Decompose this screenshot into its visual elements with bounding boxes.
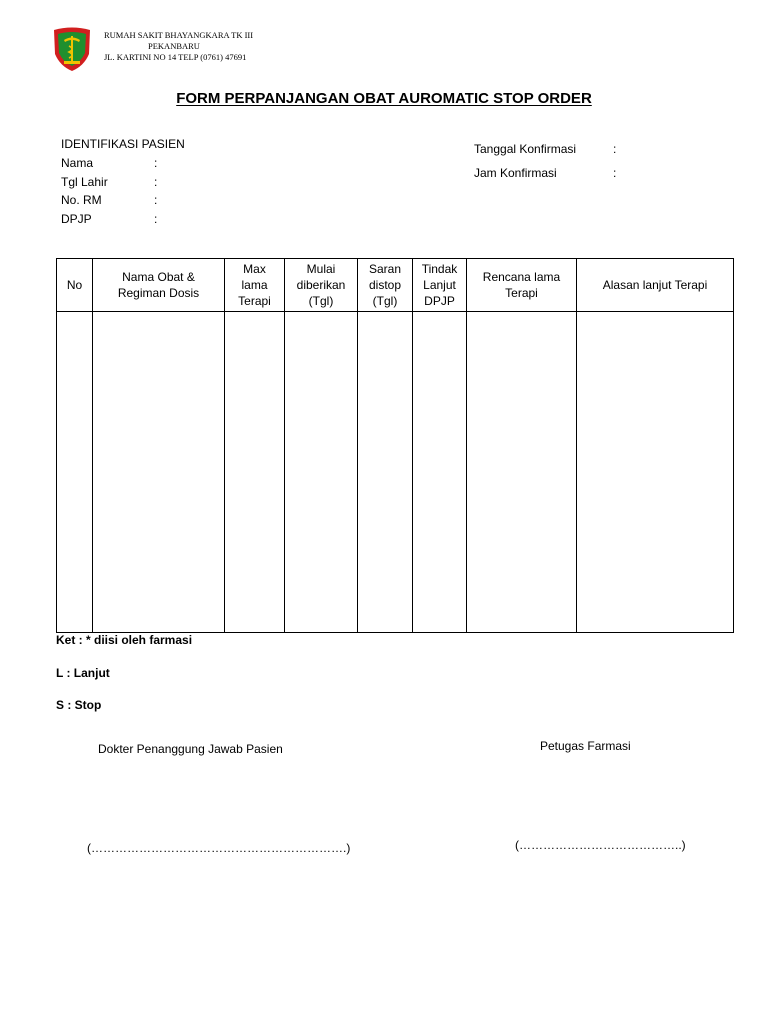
confirm-date-label: Tanggal Konfirmasi	[474, 142, 577, 156]
cell-stop-date[interactable]	[358, 312, 413, 633]
col-header-drug-name: Nama Obat & Regiman Dosis	[93, 259, 225, 312]
cell-reason[interactable]	[577, 312, 734, 633]
hospital-city: PEKANBARU	[148, 41, 200, 51]
hospital-name: RUMAH SAKIT BHAYANGKARA TK III	[104, 30, 254, 40]
note-ket: Ket : * diisi oleh farmasi	[56, 633, 193, 647]
note-stop: S : Stop	[56, 698, 102, 712]
col-header-reason: Alasan lanjut Terapi	[577, 259, 734, 312]
doctor-signature-label: Dokter Penanggung Jawab Pasien	[98, 742, 283, 756]
cell-planned-duration[interactable]	[467, 312, 577, 633]
confirm-time-sep: :	[613, 166, 617, 180]
col-header-dpjp-followup: Tindak Lanjut DPJP	[413, 259, 467, 312]
table-header-row	[57, 259, 734, 312]
hospital-logo-icon	[48, 26, 96, 72]
note-lanjut: L : Lanjut	[56, 666, 110, 680]
confirm-time-label: Jam Konfirmasi	[474, 166, 557, 180]
patient-dpjp-sep: :	[154, 212, 158, 226]
medication-table	[56, 258, 734, 633]
patient-dpjp-label: DPJP	[61, 212, 92, 226]
form-title: FORM PERPANJANGAN OBAT AUROMATIC STOP ORDER	[176, 90, 592, 107]
cell-drug-name[interactable]	[93, 312, 225, 633]
hospital-address: JL. KARTINI NO 14 TELP (0761) 47691	[104, 52, 247, 62]
cell-max-duration[interactable]	[225, 312, 285, 633]
cell-no[interactable]	[57, 312, 93, 633]
col-header-stop-date: Saran distop (Tgl)	[358, 259, 413, 312]
doctor-signature-line: (……………………………………………………….)	[87, 841, 351, 855]
cell-start-date[interactable]	[285, 312, 358, 633]
patient-section-label: IDENTIFIKASI PASIEN	[61, 137, 185, 151]
col-header-no: No	[57, 259, 93, 312]
patient-dob-sep: :	[154, 175, 158, 189]
patient-name-label: Nama	[61, 156, 94, 170]
patient-dob-label: Tgl Lahir	[61, 175, 108, 189]
col-header-planned-duration: Rencana lama Terapi	[467, 259, 577, 312]
pharmacist-signature-label: Petugas Farmasi	[540, 739, 631, 753]
patient-rm-sep: :	[154, 193, 158, 207]
patient-rm-label: No. RM	[61, 193, 102, 207]
patient-name-sep: :	[154, 156, 158, 170]
cell-dpjp-followup[interactable]	[413, 312, 467, 633]
confirm-date-sep: :	[613, 142, 617, 156]
table-row	[57, 312, 734, 633]
pharmacist-signature-line: (…………………………………..)	[515, 838, 686, 852]
col-header-max-duration: Max lama Terapi	[225, 259, 285, 312]
col-header-start-date: Mulai diberikan (Tgl)	[285, 259, 358, 312]
